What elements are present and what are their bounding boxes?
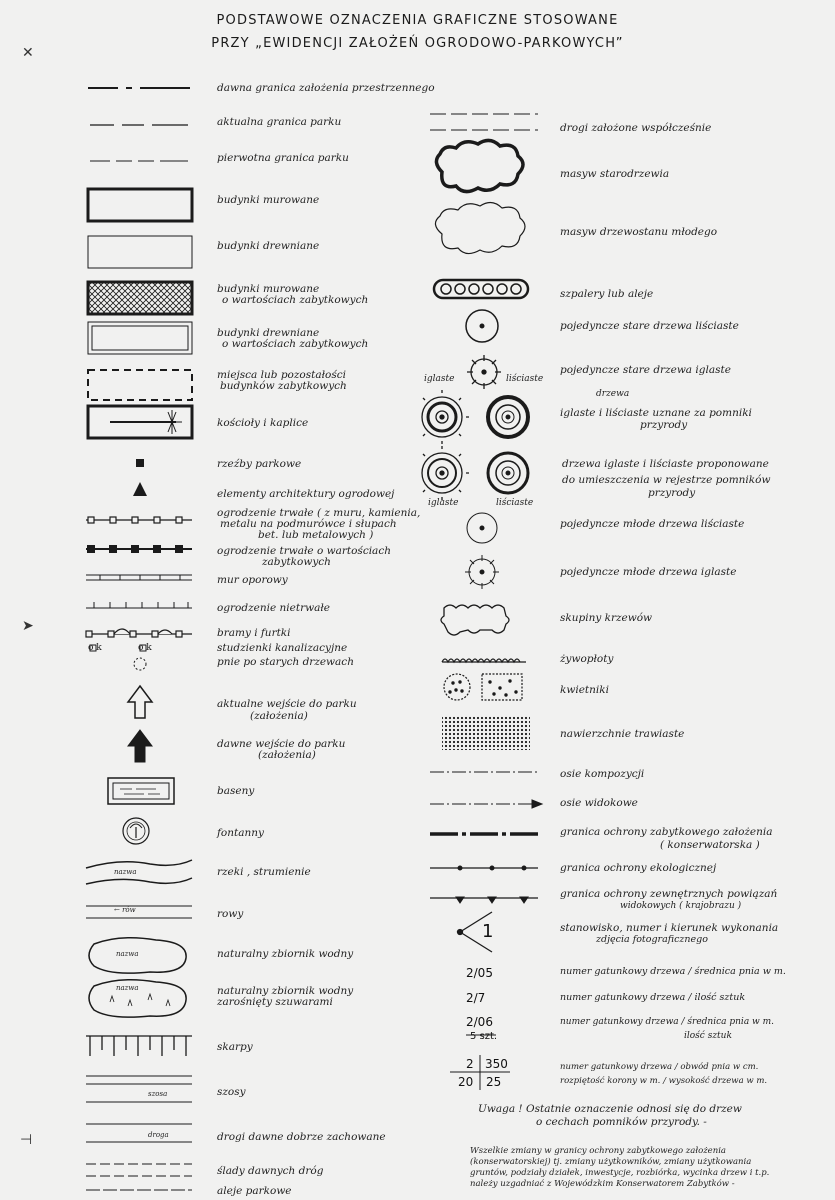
legend-label: budynki murowane — [217, 194, 320, 206]
young-forest-massif-icon — [435, 202, 525, 253]
legend-label: bet. lub metalowych ) — [258, 529, 374, 541]
church-chapel-icon — [88, 406, 192, 438]
legend-label: do umieszczenia w rejestrze pomników — [562, 474, 771, 486]
legend-label: masyw drzewostanu młodego — [560, 226, 718, 238]
old-deciduous-tree-icon — [466, 310, 498, 342]
old-forest-massif-icon — [436, 140, 523, 191]
hedge-icon — [442, 659, 526, 662]
legend-label: ilość sztuk — [684, 1031, 732, 1041]
legend-label: granica ochrony zewnętrznych powiązań — [560, 888, 778, 900]
legend-label: numer gatunkowy drzewa / ilość sztuk — [560, 992, 746, 1003]
corner-mark-icon: ✕ — [22, 45, 34, 61]
current-entrance-arrow-icon — [128, 686, 152, 718]
legend-label: drogi założone współcześnie — [560, 122, 712, 134]
legend-label: pnie po starych drzewach — [217, 656, 354, 668]
legend-label: widokowych ( krajobrazu ) — [620, 901, 742, 911]
note-line: Wszelkie zmiany w granicy ochrony zabytkowego założenia — [470, 1146, 726, 1156]
left-symbols — [80, 78, 200, 1198]
conifer-caption: iglaste — [424, 374, 455, 384]
legend-label: drogi dawne dobrze zachowane — [217, 1131, 386, 1143]
legend-label: aktualne wejście do parku — [217, 698, 357, 710]
legend-label: naturalny zbiornik wodny — [217, 985, 354, 997]
legend-label: studzienki kanalizacyjne — [217, 642, 348, 654]
legend-label: zarośnięty szuwarami — [217, 996, 333, 1008]
legend-label: fontanny — [217, 827, 264, 839]
legend-label: pojedyncze młode drzewa iglaste — [560, 566, 737, 578]
legend-label: granica ochrony ekologicznej — [560, 862, 717, 874]
former-entrance-arrow-icon — [128, 730, 152, 762]
monument-deciduous-tree-icon — [488, 397, 528, 437]
legend-label: ślady dawnych dróg — [217, 1165, 324, 1177]
legend-label: elementy architektury ogrodowej — [217, 488, 395, 500]
note-line: (konserwatorskiej) tj. zmiany użytkowników, zmiany użytkowania — [470, 1157, 752, 1167]
ditch-name-label: ← rów — [114, 906, 136, 914]
river-name-label: nazwa — [114, 868, 137, 876]
legend-label: dawna granica założenia przestrzennego — [217, 82, 435, 94]
legend-label: naturalny zbiornik wodny — [217, 948, 354, 960]
legend-label: budynki drewniane — [217, 240, 320, 252]
tree-row-icon — [434, 280, 528, 298]
crown-span: 20 — [458, 1075, 474, 1089]
monument-conifer-tree-icon — [420, 390, 469, 444]
legend-label: kwietniki — [560, 684, 609, 696]
pool-icon — [108, 778, 174, 804]
legend-label: miejsca lub pozostałości — [217, 369, 346, 381]
young-deciduous-tree-icon — [467, 513, 497, 543]
retaining-wall-icon — [86, 575, 192, 580]
legend-label: iglaste i liściaste uznane za pomniki — [560, 407, 752, 419]
proposed-deciduous-tree-icon — [488, 453, 528, 493]
legend-label: pojedyncze stare drzewa iglaste — [560, 364, 731, 376]
legend-label: numer gatunkowy drzewa / średnica pnia w m. — [560, 1017, 775, 1027]
legend-label: osie widokowe — [560, 797, 638, 809]
legend-label: żywopłoty — [560, 653, 614, 665]
temporary-fence-icon — [86, 602, 192, 608]
sculpture-icon — [136, 459, 144, 467]
legend-label: rozpiętość korony w m. / wysokość drzewa w m. — [560, 1076, 768, 1086]
view-axis-icon — [430, 800, 542, 808]
reed-pond-name-label: nazwa — [116, 984, 139, 992]
shrub-group-icon — [441, 605, 509, 635]
note-line: Uwaga ! Ostatnie oznaczenie odnosi się do drzew — [478, 1103, 742, 1115]
legend-label: kościoły i kaplice — [217, 417, 309, 429]
legend-label: rowy — [217, 908, 244, 920]
legend-label: o wartościach zabytkowych — [222, 294, 369, 306]
legend-label: (założenia) — [250, 710, 308, 722]
title-line-2: PRZY „EWIDENCJI ZAŁOŻEŃ OGRODOWO-PARKOWYCH” — [211, 36, 624, 51]
legend-label: rzeki , strumienie — [217, 866, 311, 878]
note-line: o cechach pomników przyrody. - — [536, 1116, 707, 1128]
former-building-site-icon — [88, 370, 192, 400]
landscape-boundary-icon — [430, 897, 538, 903]
ecological-boundary-icon — [430, 866, 538, 870]
species-number: 2/06 — [466, 1015, 493, 1029]
legend-label: pierwotna granica parku — [217, 152, 349, 164]
legend-label: ogrodzenie trwałe ( z muru, kamienia, — [217, 507, 421, 519]
historic-wooden-building-icon — [88, 322, 192, 354]
fountain-icon — [123, 818, 149, 844]
species-number: 2/7 — [466, 991, 486, 1005]
historic-fence-icon — [86, 546, 192, 552]
legend-label: aktualna granica parku — [217, 116, 342, 128]
note-line: należy uzgadniać z Wojewódzkim Konserwatorem Zabytków - — [470, 1179, 735, 1189]
trunk-circumference: 350 — [485, 1057, 508, 1071]
road-icon — [86, 1076, 192, 1102]
old-road-name-label: droga — [148, 1131, 169, 1139]
tree-height: 25 — [486, 1075, 502, 1089]
legend-label: budynków zabytkowych — [220, 380, 347, 392]
legend-label: numer gatunkowy drzewa / obwód pnia w cm. — [560, 1062, 759, 1072]
ok-label: o k — [138, 643, 152, 653]
garden-architecture-icon — [133, 482, 147, 496]
proposed-conifer-tree-icon — [420, 446, 469, 500]
lawn-surface-icon — [442, 716, 530, 750]
ok-label: o k — [88, 643, 102, 653]
legend-label: drzewa — [596, 389, 630, 399]
legend-label: dawne wejście do parku — [217, 738, 346, 750]
legend-label: masyw starodrzewia — [560, 168, 670, 180]
flowerbed-icon — [444, 674, 522, 700]
legend-label: pojedyncze stare drzewa liściaste — [560, 320, 739, 332]
legend-label: mur oporowy — [217, 574, 288, 586]
legend-label: rzeźby parkowe — [217, 458, 302, 470]
species-count: 5 szt. — [470, 1031, 498, 1042]
legend-label: bramy i furtki — [217, 627, 291, 639]
old-conifer-tree-icon — [467, 355, 501, 389]
edge-arrow-icon: ➤ — [22, 618, 34, 634]
deciduous-caption: liściaste — [506, 374, 544, 384]
species-number: 2/05 — [466, 966, 493, 980]
modern-road-icon — [430, 114, 538, 130]
slope-icon — [86, 1036, 192, 1056]
legend-label: przyrody — [640, 419, 688, 431]
photo-number: 1 — [482, 921, 494, 942]
river-icon — [86, 860, 192, 884]
legend-label: zdjęcia fotograficznego — [596, 934, 708, 945]
old-road-trace-icon — [86, 1164, 192, 1176]
species-number: 2 — [466, 1057, 474, 1071]
title-line-1: PODSTAWOWE OZNACZENIA GRAFICZNE STOSOWANE — [216, 13, 619, 28]
edge-tick-icon: ⊣ — [20, 1132, 33, 1148]
gate-icon — [86, 629, 192, 637]
legend-label: o wartościach zabytkowych — [222, 338, 369, 350]
legend-label: pojedyncze młode drzewa liściaste — [560, 518, 745, 530]
legend-label: budynki drewniane — [217, 327, 320, 339]
legend-label: przyrody — [648, 487, 696, 499]
legend-label: szosy — [217, 1086, 246, 1098]
legend-label: budynki murowane — [217, 283, 320, 295]
legend-label: aleje parkowe — [217, 1185, 292, 1197]
legend-label: granica ochrony zabytkowego założenia — [560, 826, 773, 838]
old-road-icon — [86, 1124, 192, 1142]
legend-label: skarpy — [217, 1041, 253, 1053]
legend-label: ogrodzenie trwałe o wartościach — [217, 545, 391, 557]
brick-building-icon — [88, 189, 192, 221]
legend-label: szpalery lub aleje — [560, 288, 654, 300]
legend-label: baseny — [217, 785, 255, 797]
conifer-caption: iglaste — [428, 498, 459, 508]
pond-name-label: nazwa — [116, 950, 139, 958]
legend-label: numer gatunkowy drzewa / średnica pnia w m. — [560, 966, 786, 977]
legend-label: nawierzchnie trawiaste — [560, 728, 685, 740]
wooden-building-icon — [88, 236, 192, 268]
legend-label: osie kompozycji — [560, 768, 645, 780]
legend-label: zabytkowych — [262, 556, 331, 568]
young-conifer-tree-icon — [465, 555, 499, 589]
historic-brick-building-icon — [88, 282, 192, 314]
tree-stump-icon — [134, 658, 146, 670]
ditch-icon — [86, 906, 192, 918]
deciduous-caption: liściaste — [496, 498, 534, 508]
permanent-fence-icon — [86, 517, 192, 523]
legend-label: skupiny krzewów — [560, 612, 653, 624]
legend-label: ( konserwatorska ) — [660, 839, 760, 851]
legend-label: drzewa iglaste i liściaste proponowane — [562, 458, 769, 470]
legend-label: stanowisko, numer i kierunek wykonania — [560, 922, 779, 934]
road-name-label: szosa — [148, 1090, 168, 1098]
legend-label: ogrodzenie nietrwałe — [217, 602, 330, 614]
legend-label: (założenia) — [258, 749, 316, 761]
note-line: gruntów, podziały działek, inwestycje, rozbiórka, wycinka drzew i t.p. — [470, 1168, 770, 1178]
legend-label: metalu na podmurówce i słupach — [220, 518, 397, 530]
